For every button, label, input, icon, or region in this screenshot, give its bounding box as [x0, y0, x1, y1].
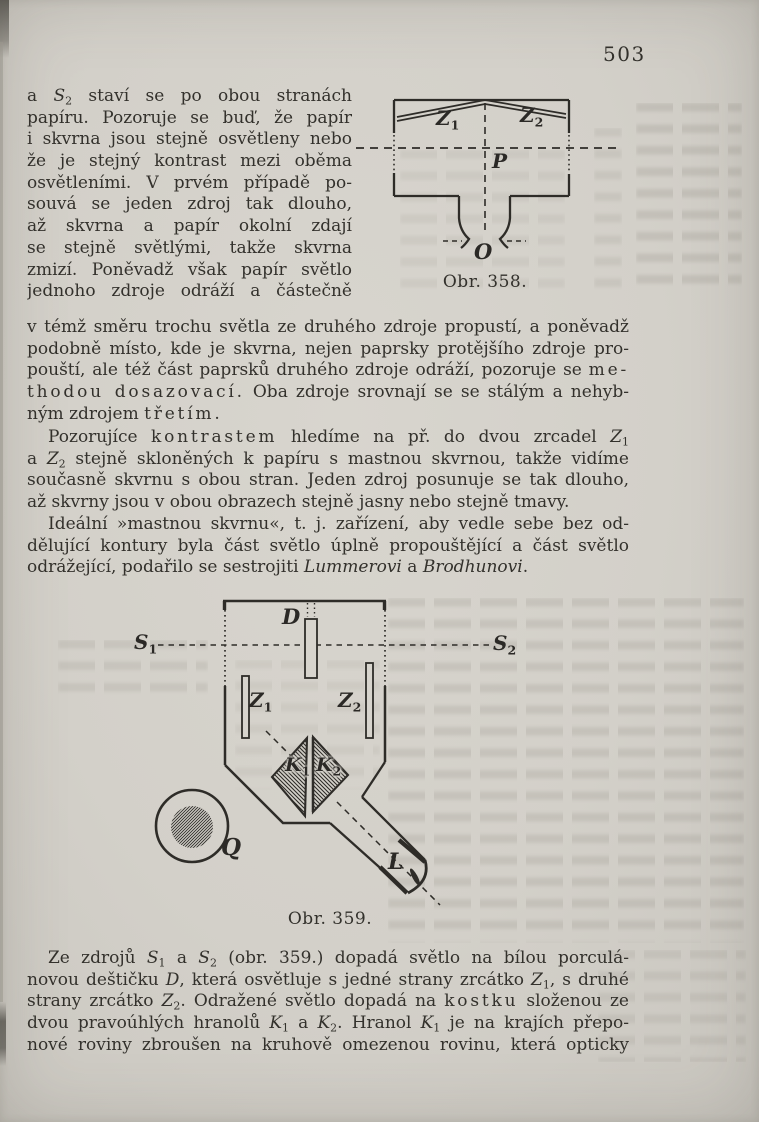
text-seg: 1 — [158, 956, 166, 970]
text-seg: 2 — [330, 1021, 338, 1035]
fig359-label-s1 — [134, 632, 157, 656]
text-seg: Brodhunovi — [422, 557, 523, 578]
text-seg: dvou pravoúhlých hranolů — [27, 1013, 270, 1034]
text-seg: . Odražené světlo dopadá na — [180, 991, 445, 1012]
text-seg: 1 — [263, 699, 273, 715]
fig358-label-z2 — [520, 105, 543, 129]
fig359-label-d — [282, 606, 300, 627]
text-seg: kontrastem — [151, 427, 278, 447]
text-line — [27, 970, 629, 992]
text-line — [27, 382, 629, 404]
text-seg: Pozorujíce — [48, 427, 152, 447]
text-seg: a — [27, 86, 54, 106]
page-number: 503 — [603, 42, 646, 66]
text-line — [27, 557, 629, 579]
paragraph-2 — [27, 427, 629, 514]
text-line — [27, 1013, 629, 1035]
paragraph-1-wide — [27, 317, 629, 425]
text-line — [27, 173, 352, 195]
text-line — [27, 260, 352, 282]
text-seg: strany zrcátko — [27, 991, 162, 1012]
text-seg: 1 — [301, 763, 311, 779]
text-seg: ným zdrojem — [27, 403, 145, 424]
text-seg: že je stejný kontrast mezi oběma — [27, 151, 352, 172]
text-seg: K — [317, 1013, 331, 1034]
text-seg: Oba zdroje srovnají se se stálým a nehyb- — [244, 382, 629, 403]
page-edge-shadow — [0, 42, 3, 1002]
text-seg: 2 — [507, 642, 517, 658]
text-seg: a — [289, 1013, 318, 1034]
text-seg: osvětleními. V prvém případě po- — [27, 172, 352, 193]
eyepiece-lens-mark — [408, 867, 422, 886]
text-seg: kostku — [444, 991, 519, 1012]
text-seg: se stejně světlými, takže skvrna — [27, 237, 352, 258]
text-seg: Z — [610, 427, 622, 447]
page-edge-shadow — [0, 1002, 6, 1066]
text-seg: Ideální »mastnou skvrnu«, t. j. zařízení, aby vedle sebe bez od- — [48, 514, 629, 534]
text-seg: 2 — [352, 699, 362, 715]
text-seg: staví se po obou stranách — [72, 86, 352, 106]
text-line — [27, 514, 629, 536]
text-seg: 2 — [209, 956, 217, 970]
text-line — [27, 86, 352, 108]
text-seg: me- — [588, 360, 629, 381]
fig359-label-z2 — [338, 690, 361, 714]
text-seg: 1 — [622, 435, 629, 449]
text-seg: zmizí. Poněvadž však papír světlo — [27, 259, 352, 280]
fig358-caption: Obr. 358. — [442, 272, 528, 292]
text-seg: nové roviny zbroušen na kruhově omezenou rovinu, která opticky — [27, 1034, 629, 1055]
text-line — [27, 404, 629, 426]
text-seg: D — [165, 969, 180, 990]
text-seg: Q — [221, 834, 242, 861]
text-seg: složenou ze — [518, 991, 629, 1012]
text-seg: . Hranol — [337, 1013, 421, 1034]
mirror-z1 — [242, 676, 249, 738]
page-edge-shadow — [0, 0, 9, 58]
text-seg: jednoho zdroje odráží a částečně — [27, 281, 352, 302]
paragraph-1-narrow — [27, 86, 352, 303]
text-line — [27, 470, 629, 492]
text-seg: je na krajích přepo- — [440, 1013, 629, 1034]
text-seg: Z — [249, 688, 264, 712]
text-seg: pouští, ale též část paprsků druhého zdroje odráží, pozoruje se — [27, 360, 589, 381]
text-line — [27, 492, 629, 514]
text-seg: K — [316, 754, 333, 776]
text-line — [27, 991, 629, 1013]
plate-d — [305, 619, 317, 678]
text-line — [27, 216, 352, 238]
text-line — [27, 536, 629, 558]
text-seg: Z — [161, 991, 174, 1012]
source-q-disk — [171, 806, 213, 848]
text-seg: P — [492, 149, 508, 173]
text-seg: souvá se jeden zdroj tak dlouho, — [27, 194, 352, 215]
text-seg: K — [269, 1013, 283, 1034]
text-seg: Z — [520, 103, 535, 127]
text-seg: 1 — [450, 117, 460, 133]
text-seg: K — [420, 1013, 434, 1034]
text-seg: třetím. — [144, 403, 223, 424]
text-seg: K — [285, 754, 302, 776]
text-seg: 2 — [534, 114, 544, 130]
text-seg: 2 — [65, 94, 73, 108]
fig359-label-s2 — [493, 633, 516, 657]
text-seg: 1 — [148, 641, 158, 657]
text-line — [27, 360, 629, 382]
text-seg: Ze zdrojů — [48, 948, 147, 968]
text-seg: stejně skloněných k papíru s mastnou skvrnou, takže vidíme — [65, 448, 629, 469]
text-seg: hledíme na př. do dvou zrcadel — [277, 427, 611, 447]
text-seg: S — [146, 948, 159, 968]
text-seg: i skvrna jsou stejně osvětleny nebo — [27, 129, 352, 150]
text-line — [27, 317, 629, 339]
fig358-label-z1 — [436, 108, 459, 132]
fig359-label-q — [221, 836, 241, 859]
text-seg: podobně místo, kde je skvrna, nejen paprsky protějšího zdroje pro- — [27, 338, 629, 359]
text-line — [27, 129, 352, 151]
text-seg: L — [388, 849, 404, 875]
text-seg: (obr. 359.) dopadá světlo na bílou porculá- — [216, 948, 629, 968]
text-line — [27, 427, 629, 449]
fig359-label-k2 — [316, 756, 341, 778]
text-line — [27, 339, 629, 361]
fig359-caption: Obr. 359. — [287, 909, 373, 929]
text-seg: v témž směru trochu světla ze druhého zdroje propustí, a poněvadž — [27, 317, 629, 337]
text-seg: a — [401, 557, 423, 578]
text-seg: S — [198, 948, 210, 968]
text-seg: . — [522, 557, 529, 578]
text-line — [27, 151, 352, 173]
text-seg: až skvrna a papír okolní zdají — [27, 216, 352, 237]
text-seg: , která osvětluje s jedné strany zrcátko — [179, 969, 532, 990]
text-seg: S — [134, 630, 149, 654]
text-seg: 1 — [282, 1021, 290, 1035]
text-seg: odrážející, podařilo se sestrojiti — [27, 557, 304, 578]
text-seg: S — [53, 86, 66, 106]
text-seg: 2 — [173, 999, 181, 1013]
funnel-left — [459, 196, 469, 248]
text-seg: Z — [338, 688, 353, 712]
text-seg: O — [474, 239, 493, 264]
text-seg: Z — [531, 969, 543, 990]
fig359-label-l — [388, 851, 403, 873]
text-line — [27, 238, 352, 260]
text-seg: a — [165, 948, 199, 968]
text-line — [27, 948, 629, 970]
text-line — [27, 449, 629, 471]
text-seg: D — [282, 604, 301, 629]
text-seg: až skvrny jsou v obou obrazech stejně jasny nebo stejně tmavy. — [27, 492, 570, 513]
text-seg: Z — [436, 106, 451, 130]
text-line — [27, 1035, 629, 1057]
text-line — [27, 194, 352, 216]
text-seg: 2 — [58, 457, 66, 471]
fig359-label-z1 — [249, 690, 272, 714]
funnel-right — [500, 196, 510, 248]
text-seg: dělující kontury byla část světlo úplně propouštějící a část světlo — [27, 535, 629, 556]
text-seg: 2 — [332, 763, 342, 779]
text-seg: S — [493, 631, 508, 655]
mirror-z2 — [366, 663, 373, 738]
figure-358-drawing — [340, 92, 759, 254]
fig358-label-o — [474, 241, 492, 262]
text-seg: , s druhé — [549, 969, 629, 990]
text-seg: thodou dosazovací. — [27, 382, 245, 403]
text-seg: papíru. Pozoruje se buď, že papír — [27, 107, 352, 128]
text-seg: novou deštičku — [27, 969, 166, 990]
text-seg: Lummerovi — [303, 557, 402, 578]
optical-axis-dashed — [266, 731, 291, 756]
text-seg: 1 — [542, 978, 550, 992]
text-seg: a — [27, 448, 47, 469]
paragraph-4 — [27, 948, 629, 1056]
fig358-label-p — [492, 151, 507, 171]
text-line — [27, 281, 352, 303]
text-seg: Z — [46, 448, 59, 469]
fig359-label-k1 — [285, 756, 310, 778]
text-line — [27, 108, 352, 130]
text-seg: současně skvrnu s obou stran. Jeden zdroj posunuje se tak dlouho, — [27, 470, 629, 491]
text-seg: 1 — [433, 1021, 441, 1035]
paragraph-3 — [27, 514, 629, 579]
